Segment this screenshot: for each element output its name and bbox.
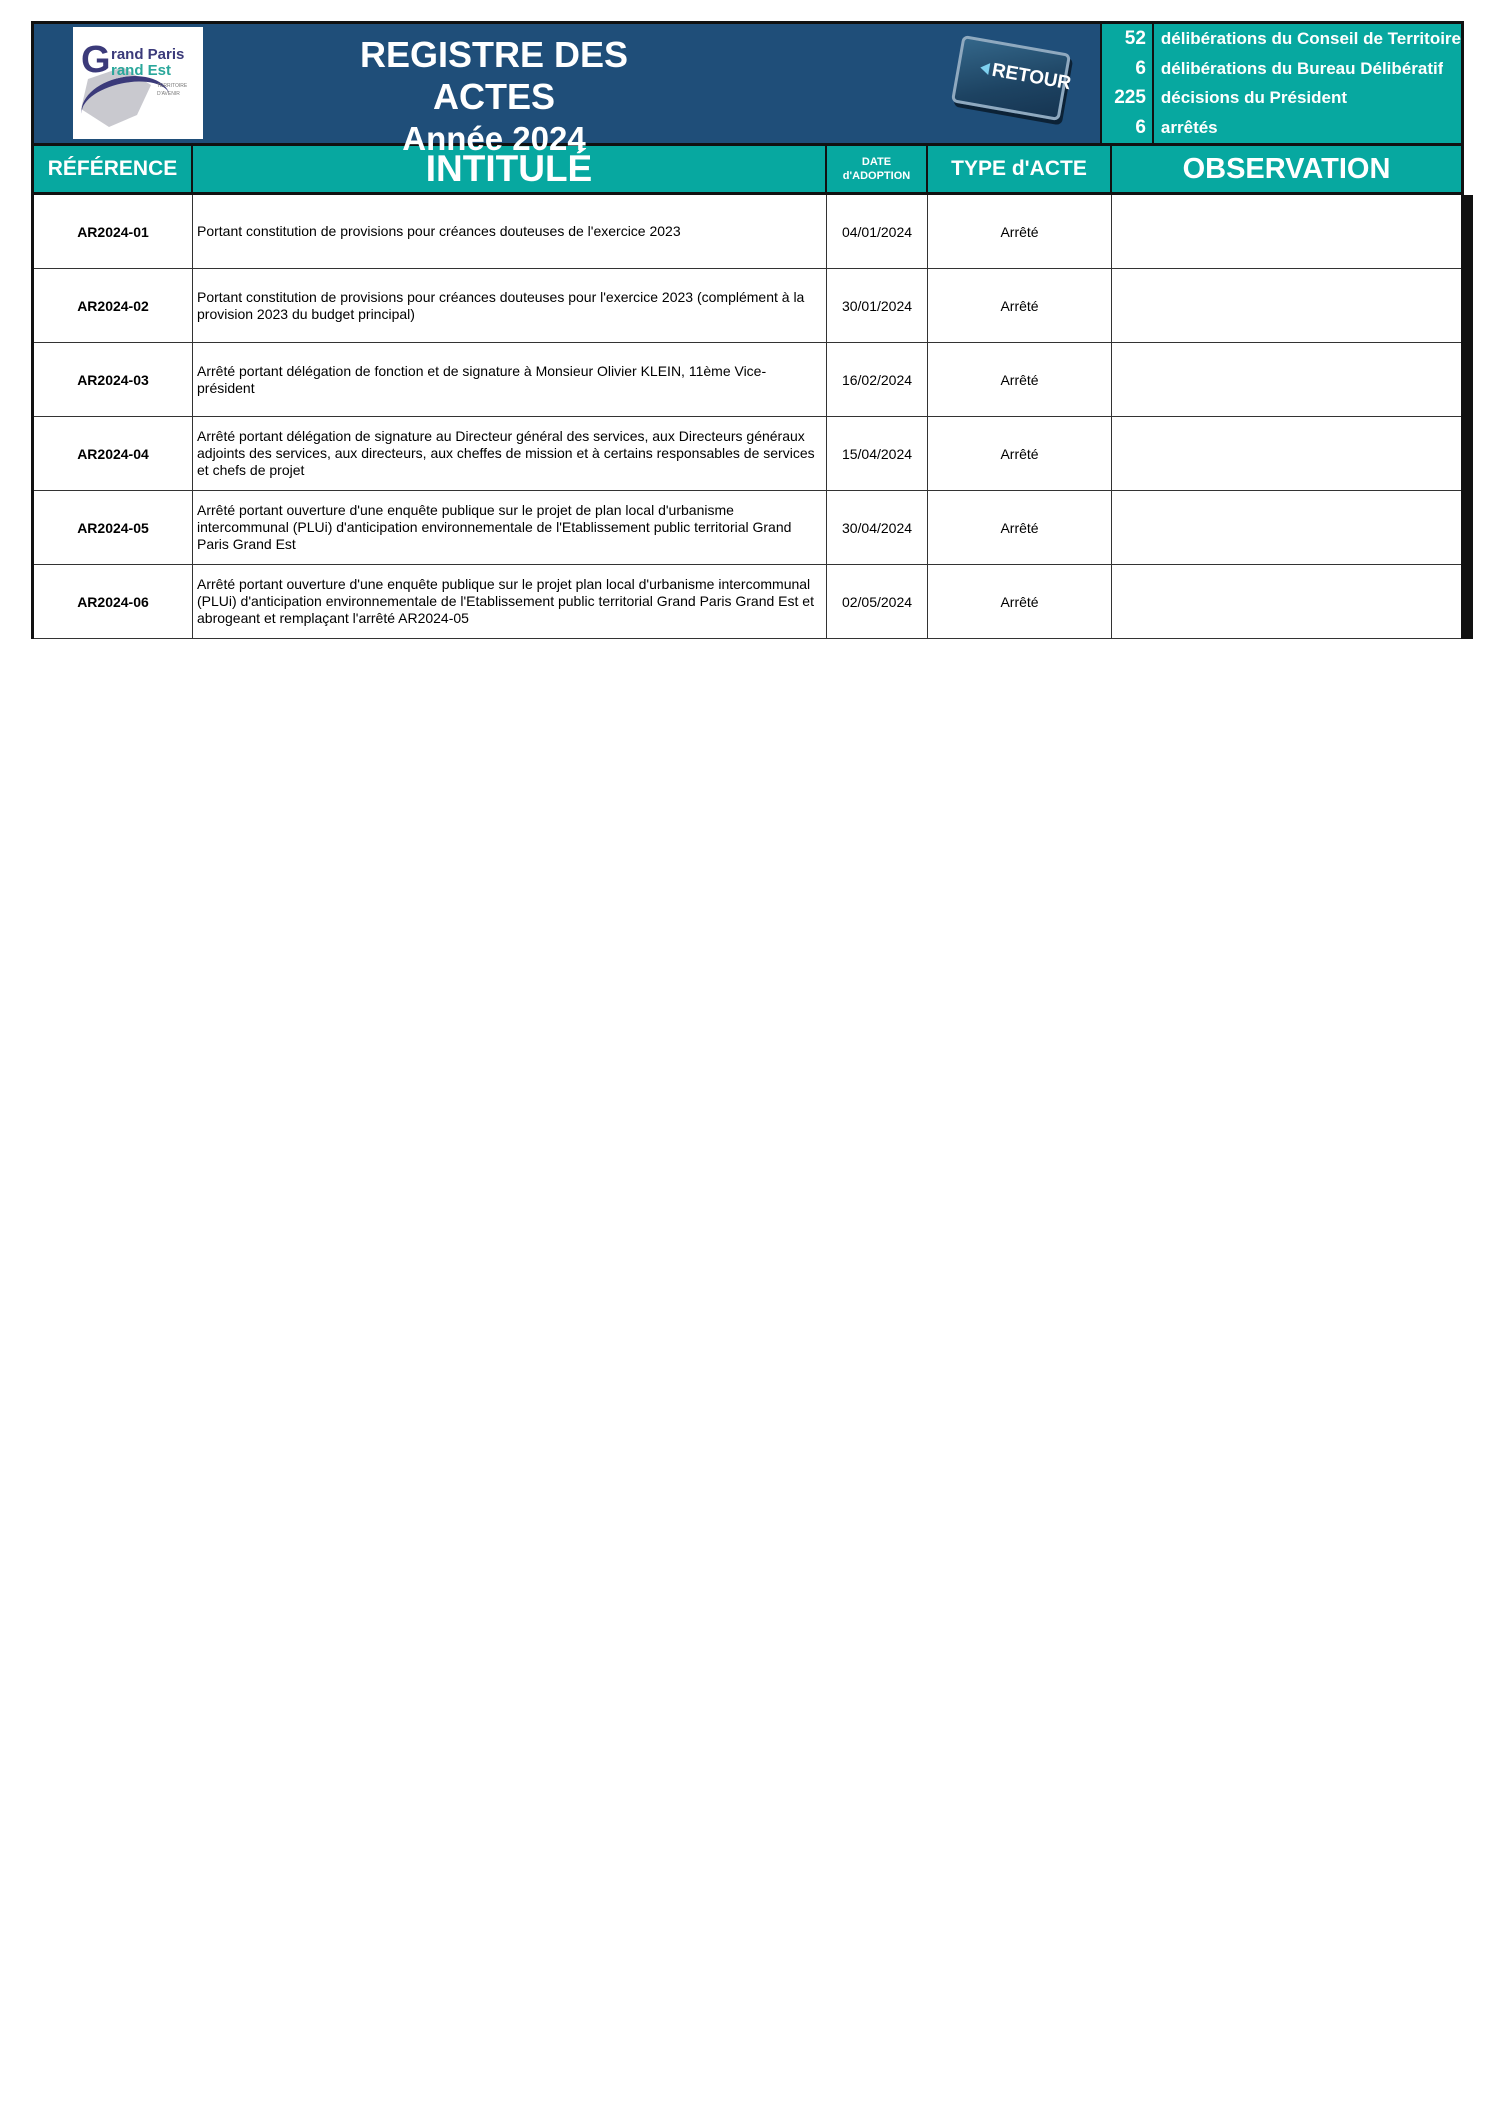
stat-count: 52 <box>1102 24 1154 54</box>
logo-line-4: D'AVENIR <box>157 91 180 97</box>
cell-reference: AR2024-05 <box>34 491 193 564</box>
table-row <box>34 343 1461 417</box>
stat-label: arrêtés <box>1160 118 1218 138</box>
table-row <box>34 565 1461 639</box>
table-row <box>34 195 1461 269</box>
cell-type: Arrêté <box>928 195 1112 268</box>
stat-conseil <box>1102 24 1461 54</box>
cell-observation <box>1112 565 1461 638</box>
header-band <box>31 21 1464 157</box>
cell-reference: AR2024-01 <box>34 195 193 268</box>
column-header-date-line-1: DATE <box>861 156 892 168</box>
cell-type: Arrêté <box>928 565 1112 638</box>
register-sheet <box>31 21 1464 639</box>
cell-date: 02/05/2024 <box>827 565 928 638</box>
cell-date: 04/01/2024 <box>827 195 928 268</box>
cell-reference: AR2024-06 <box>34 565 193 638</box>
cell-intitule: Arrêté portant ouverture d'une enquête publique sur le projet plan local d'urbanisme intercommunal (PLUi) d'anticipation environnementale de l'Etablissement public territorial Grand Paris Grand Est et abrogeant et remplaçant l'arrêté AR2024-05 <box>193 565 827 638</box>
stat-arretes <box>1102 113 1461 143</box>
back-button-label: RETOUR <box>990 59 1073 95</box>
cell-date: 30/01/2024 <box>827 269 928 342</box>
cell-intitule: Portant constitution de provisions pour créances douteuses de l'exercice 2023 <box>193 195 827 268</box>
table-row <box>34 269 1461 343</box>
logo-line-1: rand Paris <box>111 46 185 63</box>
page-title: REGISTRE DES ACTES <box>359 34 629 117</box>
table-row <box>34 491 1461 565</box>
logo-letter: G <box>81 39 111 81</box>
cell-observation <box>1112 269 1461 342</box>
stat-count: 6 <box>1102 54 1154 84</box>
back-arrow-icon <box>979 62 990 75</box>
stat-label: délibérations du Bureau Délibératif <box>1160 58 1444 78</box>
cell-reference: AR2024-04 <box>34 417 193 490</box>
title-banner <box>34 24 1102 157</box>
table-header <box>31 143 1464 195</box>
stat-count: 6 <box>1102 113 1154 143</box>
cell-intitule: Arrêté portant délégation de fonction et de signature à Monsieur Olivier KLEIN, 11ème Vice-président <box>193 343 827 416</box>
cell-intitule: Arrêté portant ouverture d'une enquête publique sur le projet de plan local d'urbanisme intercommunal (PLUi) d'anticipation environnementale de l'Etablissement public territorial Grand Paris Grand Est <box>193 491 827 564</box>
column-header-intitule: INTITULÉ <box>193 146 827 192</box>
cell-observation <box>1112 195 1461 268</box>
acts-summary <box>1102 24 1461 143</box>
cell-reference: AR2024-03 <box>34 343 193 416</box>
cell-type: Arrêté <box>928 491 1112 564</box>
acts-table <box>31 195 1464 639</box>
stat-label: décisions du Président <box>1160 88 1348 108</box>
grand-paris-grand-est-logo <box>73 27 203 139</box>
table-row <box>34 417 1461 491</box>
cell-reference: AR2024-02 <box>34 269 193 342</box>
cell-observation <box>1112 491 1461 564</box>
stat-decisions <box>1102 84 1461 114</box>
logo-line-3: TERRITOIRE <box>157 83 188 89</box>
stat-count: 225 <box>1102 84 1154 114</box>
column-header-date <box>827 146 928 192</box>
cell-date: 30/04/2024 <box>827 491 928 564</box>
page-year: Année 2024 <box>402 120 586 157</box>
cell-type: Arrêté <box>928 417 1112 490</box>
column-header-observation: OBSERVATION <box>1182 152 1391 185</box>
column-header-type: TYPE d'ACTE <box>928 146 1112 192</box>
cell-type: Arrêté <box>928 269 1112 342</box>
cell-type: Arrêté <box>928 343 1112 416</box>
page-title-block <box>334 34 654 160</box>
cell-date: 15/04/2024 <box>827 417 928 490</box>
cell-intitule: Arrêté portant délégation de signature au Directeur général des services, aux Directeurs généraux adjoints des services, aux directeurs, aux cheffes de mission et à certains responsables de services et chefs de projet <box>193 417 827 490</box>
cell-intitule: Portant constitution de provisions pour créances douteuses pour l'exercice 2023 (complément à la provision 2023 du budget principal) <box>193 269 827 342</box>
logo-line-2: rand Est <box>111 62 172 79</box>
stat-label: délibérations du Conseil de Territoire <box>1160 28 1461 48</box>
cell-observation <box>1112 343 1461 416</box>
back-button[interactable] <box>951 35 1071 121</box>
column-header-date-line-2: d'ADOPTION <box>842 170 911 182</box>
cell-observation <box>1112 417 1461 490</box>
column-header-reference: RÉFÉRENCE <box>34 146 193 192</box>
cell-date: 16/02/2024 <box>827 343 928 416</box>
stat-bureau <box>1102 54 1461 84</box>
